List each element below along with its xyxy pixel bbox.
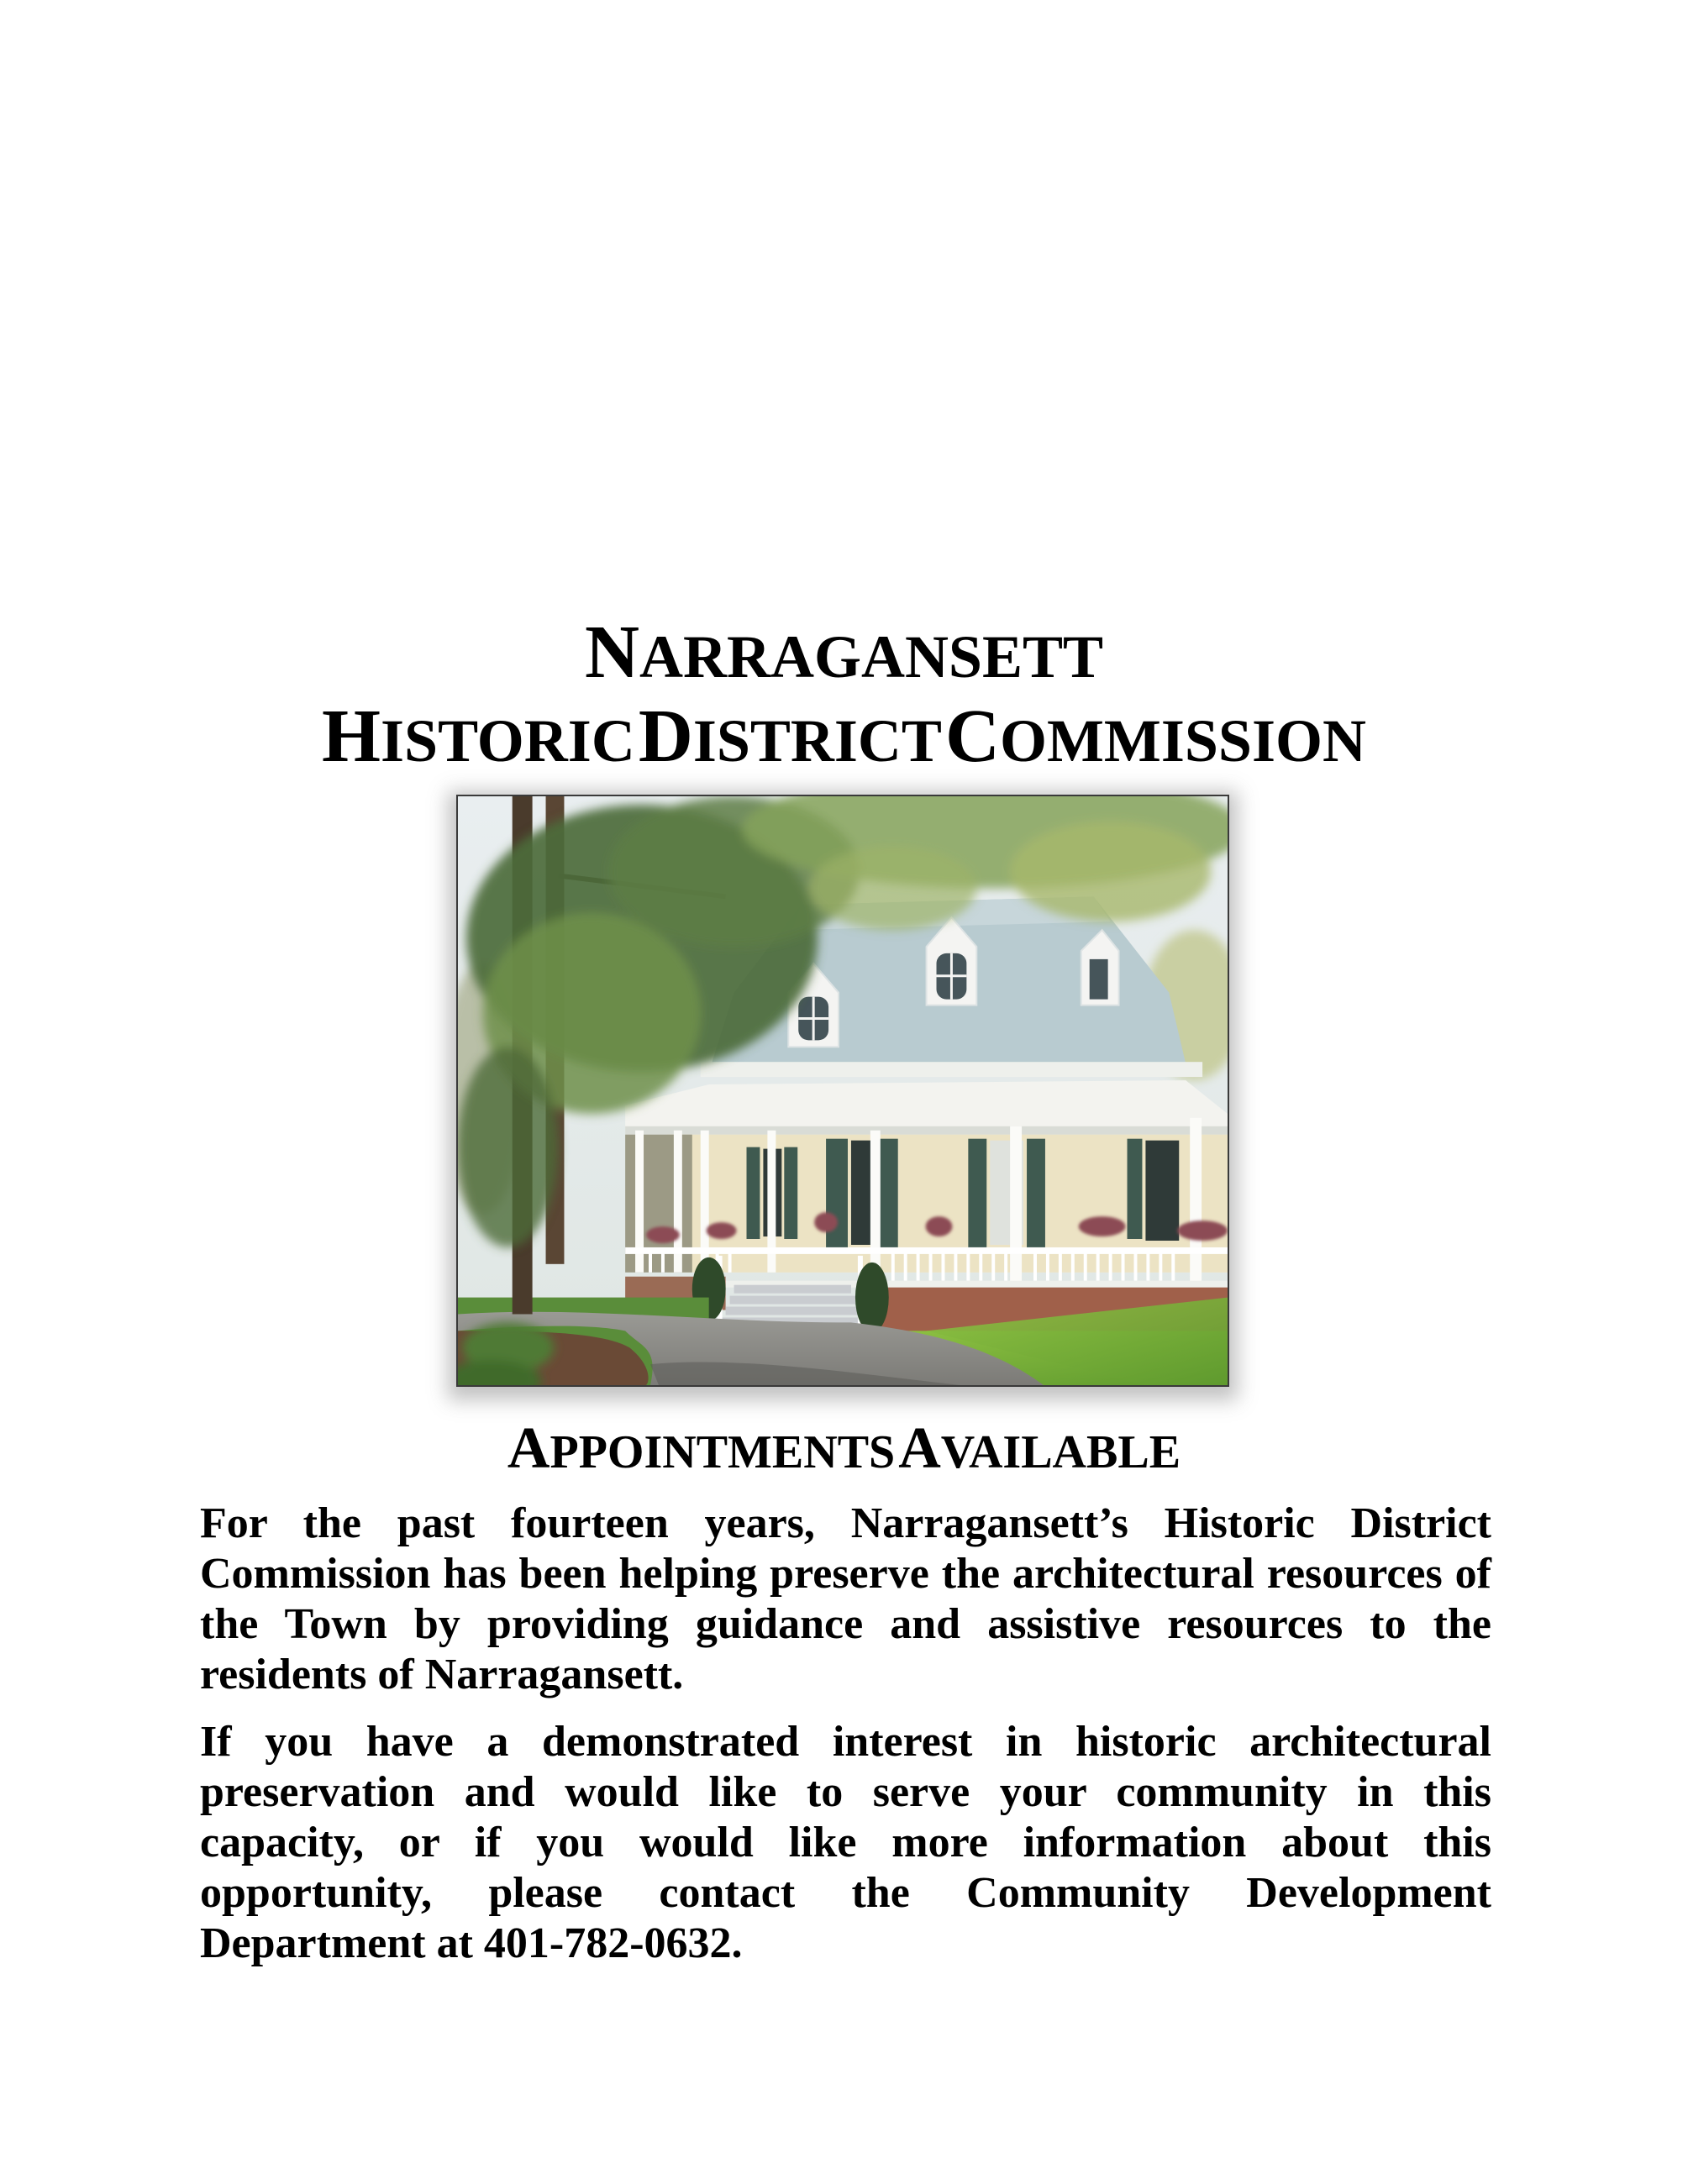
title-line-historic-district-commission (0, 695, 1688, 778)
contact-paragraph: If you have a demonstrated interest in historic architectural preservation and would like to serve your community in this capacity, or if you would like more information about this opportunity, please contact the Community Development Department at 401-782-0632. (200, 1718, 1491, 1967)
subheading-initial: A (507, 1416, 550, 1481)
title-word-initial: C (944, 695, 1000, 778)
subheading-rest: VAILABLE (940, 1426, 1181, 1478)
title-word-initial: H (322, 695, 381, 778)
intro-paragraph: For the past fourteen years, Narragansett’s Historic District Commission has been helping preserve the architectural resources of the Town by providing guidance and assistive resources to the residents of Narragansett. (200, 1499, 1491, 1698)
title-line-narragansett (0, 611, 1688, 694)
subheading-initial: A (898, 1416, 941, 1481)
title-word-rest: ISTRICT (692, 707, 942, 774)
title-word-initial: D (638, 695, 693, 778)
house-photo-illustration (458, 796, 1228, 1385)
title-word-rest: OMMISSION (999, 707, 1366, 774)
appointments-available-heading (0, 1416, 1688, 1481)
historic-house-photo (456, 795, 1229, 1387)
title-rest: ARRAGANSETT (639, 623, 1104, 690)
subheading-rest: PPOINTMENTS (550, 1426, 896, 1478)
title-initial: N (584, 611, 639, 694)
title-word-rest: ISTORIC (381, 707, 635, 774)
